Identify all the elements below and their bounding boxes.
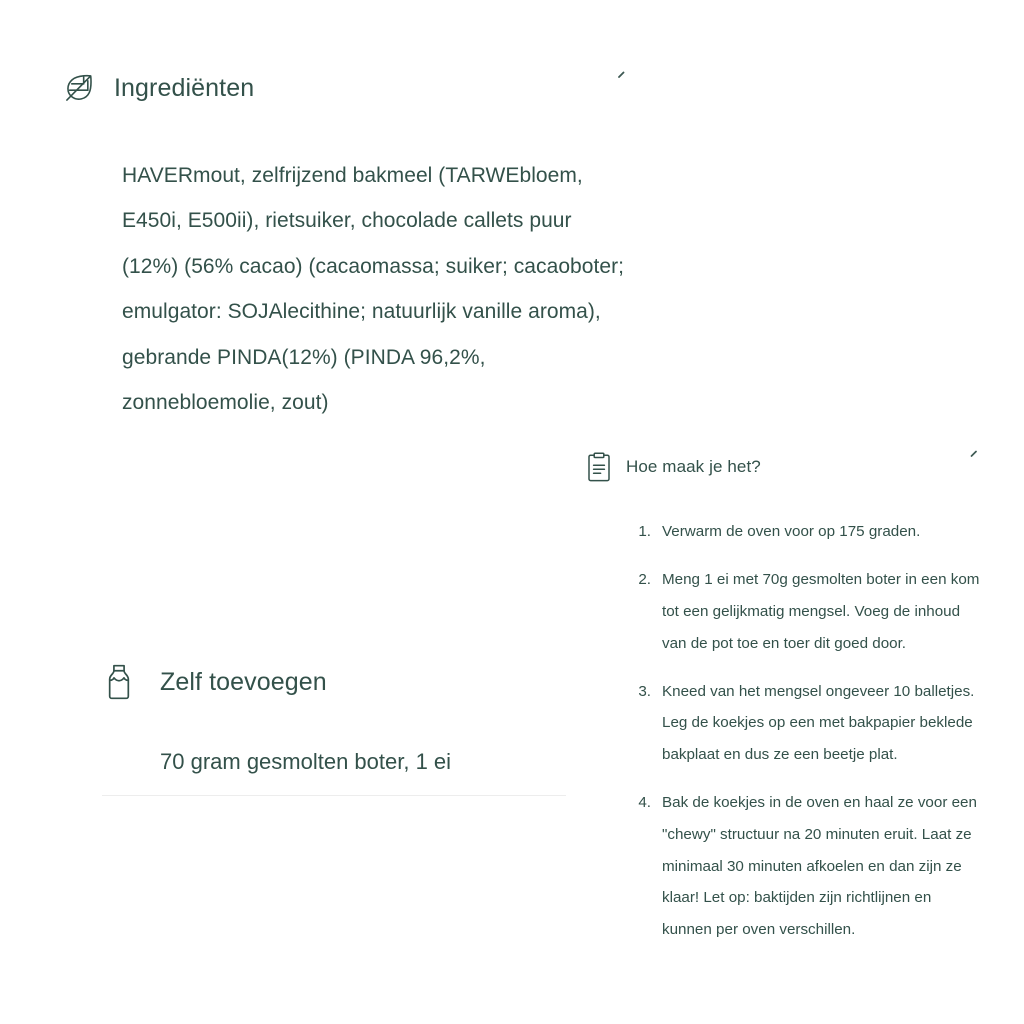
add-yourself-header xyxy=(104,646,624,718)
list-item xyxy=(633,787,996,946)
how-to-title: Hoe maak je het? xyxy=(626,457,761,476)
ingredients-section xyxy=(62,52,632,447)
step-text: Bak de koekjes in de oven en haal ze voor een "chewy" structuur na 20 minuten eruit. Laat ze minimaal 30 minuten afkoelen en dan zijn ze klaar! Let op: baktijden zijn richtlijnen en kunnen per oven verschillen. xyxy=(662,793,977,939)
how-to-section xyxy=(586,440,996,946)
add-yourself-text: 70 gram gesmolten boter, 1 ei xyxy=(160,748,452,774)
step-text: Meng 1 ei met 70g gesmolten boter in een kom tot een gelijkmatig mengsel. Voeg de inhoud van de pot toe en toer dit goed door. xyxy=(662,571,980,652)
step-text: Verwarm de oven voor op 175 graden. xyxy=(662,523,921,541)
leaf-icon xyxy=(62,71,96,105)
clipboard-icon xyxy=(586,452,612,482)
milk-bottle-icon xyxy=(104,664,134,700)
how-to-steps-list xyxy=(633,516,996,946)
how-to-header[interactable] xyxy=(586,440,996,494)
section-divider xyxy=(102,795,566,796)
chevron-up-icon[interactable] xyxy=(610,68,628,86)
step-number: 3. xyxy=(638,682,651,700)
step-number: 1. xyxy=(638,523,651,541)
ingredients-text: HAVERmout, zelfrijzend bakmeel (TARWEbloem, E450i, E500ii), rietsuiker, chocolade callets puur (12%) (56% cacao) (cacaomassa; suiker; cacaoboter; emulgator: SOJAlecithine; natuurlijk vanille aroma), gebrande PINDA(12%) (PINDA 96,2%, zonnebloemolie, zout) xyxy=(122,163,625,414)
add-yourself-title: Zelf toevoegen xyxy=(160,667,327,696)
list-item xyxy=(633,564,996,659)
step-number: 2. xyxy=(638,571,651,589)
list-item xyxy=(633,676,996,771)
page-title: Ingrediënten xyxy=(114,73,255,102)
ingredients-header[interactable] xyxy=(62,52,632,124)
list-item xyxy=(633,516,996,548)
add-yourself-section xyxy=(104,646,624,800)
step-text: Kneed van het mengsel ongeveer 10 balletjes. Leg de koekjes op een met bakpapier beklede bakplaat en dus ze een beetje plat. xyxy=(662,682,975,764)
step-number: 4. xyxy=(638,793,651,811)
chevron-up-icon[interactable] xyxy=(964,447,980,463)
